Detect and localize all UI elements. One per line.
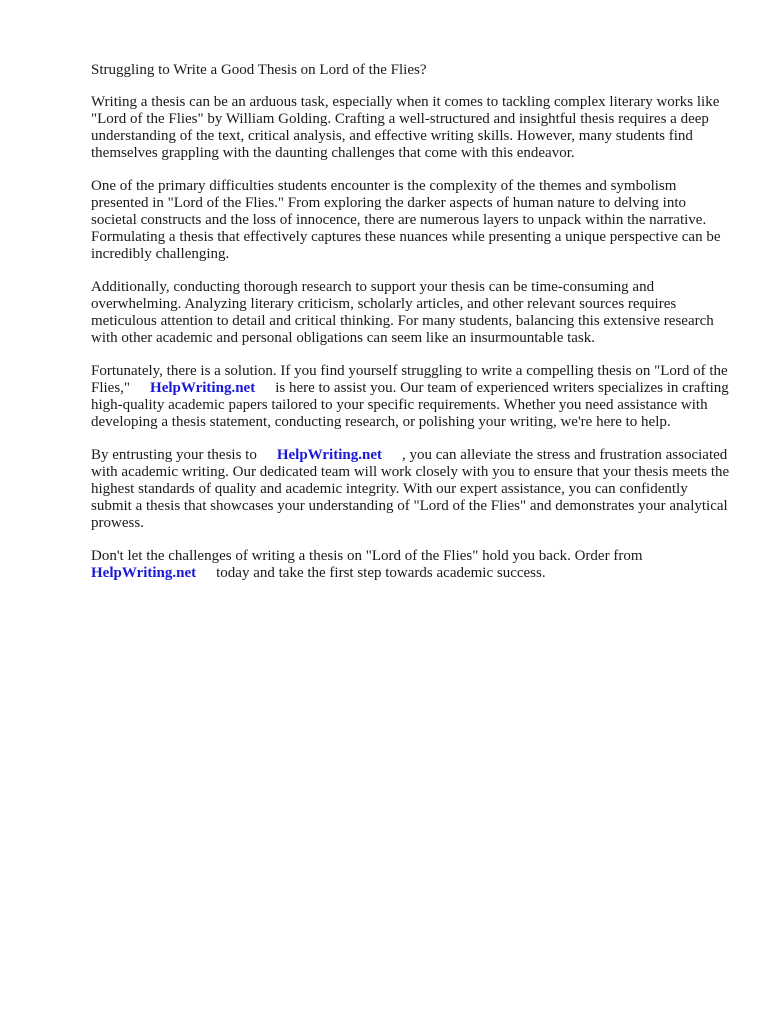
paragraph-solution xyxy=(91,363,731,431)
helpwriting-link[interactable]: HelpWriting.net xyxy=(91,565,197,581)
paragraph-solution-text-before: Fortunately, there is a solution. If you find yourself struggling to write a compelling thesis on "Lord of the Flies," xyxy=(91,363,728,396)
document-title: Struggling to Write a Good Thesis on Lord of the Flies? xyxy=(91,62,427,78)
paragraph-entrusting-text-after: , you can alleviate the stress and frustration associated with academic writing. Our dedicated team will work closely with you to ensure that your thesis meets the highest standards of quality and academic integrity. With our expert assistance, you can confidently submit a thesis that showcases your understanding of "Lord of the Flies" and demonstrates your analytical prowess. xyxy=(91,447,730,531)
paragraph-solution-text-after: is here to assist you. Our team of experienced writers specializes in crafting high-quality academic papers tailored to your specific requirements. Whether you need assistance with developing a thesis statement, conducting research, or polishing your writing, we're here to help. xyxy=(91,380,729,430)
paragraph-entrusting xyxy=(91,447,731,532)
paragraph-closing-text-after: today and take the first step towards academic success. xyxy=(216,565,546,581)
paragraph-intro: Writing a thesis can be an arduous task, especially when it comes to tackling complex literary works like "Lord of the Flies" by William Golding. Crafting a well-structured and insightful thesis requires a deep understanding of the text, critical analysis, and effective writing skills. However, many students find themselves grappling with the daunting challenges that come with this endeavor. xyxy=(91,94,720,161)
helpwriting-link[interactable]: HelpWriting.net xyxy=(150,380,256,396)
document-page xyxy=(91,62,731,598)
paragraph-entrusting-text-before: By entrusting your thesis to xyxy=(91,447,257,463)
paragraph-closing-text-before: Don't let the challenges of writing a thesis on "Lord of the Flies" hold you back. Order from xyxy=(91,548,643,564)
paragraph-difficulties: One of the primary difficulties students encounter is the complexity of the themes and symbolism presented in "Lord of the Flies." From exploring the darker aspects of human nature to delving into societal constructs and the loss of innocence, there are numerous layers to unpack within the narrative. Formulating a thesis that effectively captures these nuances while presenting a unique perspective can be incredibly challenging. xyxy=(91,178,721,262)
helpwriting-link[interactable]: HelpWriting.net xyxy=(276,447,382,463)
paragraph-research: Additionally, conducting thorough research to support your thesis can be time-consuming and overwhelming. Analyzing literary criticism, scholarly articles, and other relevant sources requires meticulous attention to detail and critical thinking. For many students, balancing this extensive research with other academic and personal obligations can seem like an insurmountable task. xyxy=(91,279,714,346)
paragraph-closing xyxy=(91,548,731,582)
